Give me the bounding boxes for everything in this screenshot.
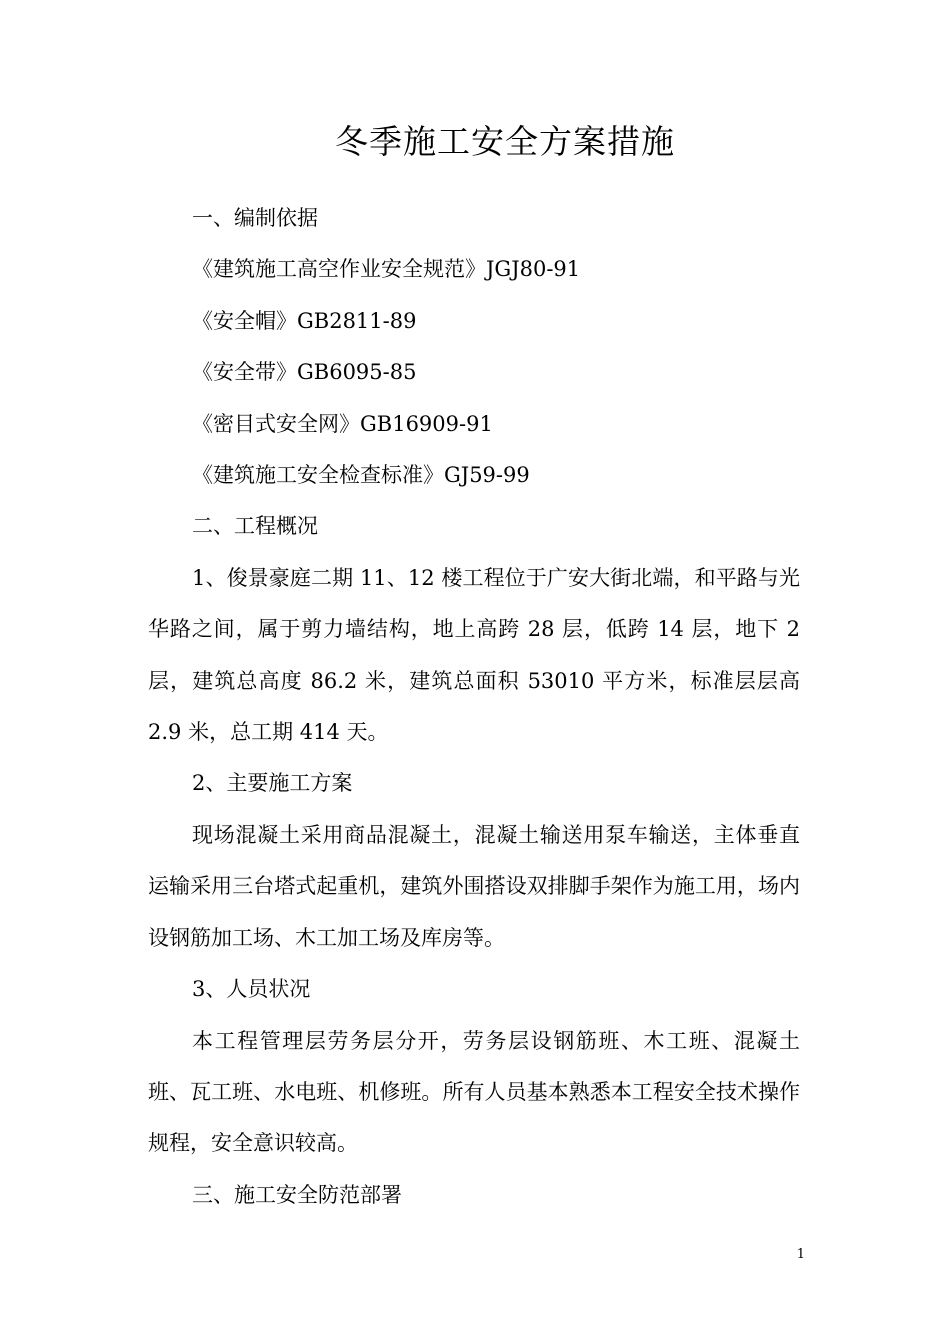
body-paragraph: 现场混凝土采用商品混凝土，混凝土输送用泵车输送，主体垂直运输采用三台塔式起重机，建筑外围搭设双排脚手架作为施工用，场内设钢筋加工场、木工加工场及库房等。 <box>148 822 800 950</box>
reference-item: 《建筑施工安全检查标准》GJ59-99 <box>192 463 530 488</box>
reference-item: 《安全帽》GB2811-89 <box>192 308 417 333</box>
document-body <box>148 193 800 1221</box>
subsection-heading: 2、主要施工方案 <box>192 771 353 796</box>
section-heading-safety: 三、施工安全防范部署 <box>192 1182 402 1207</box>
reference-item: 《密目式安全网》GB16909-91 <box>192 411 493 436</box>
body-paragraph: 本工程管理层劳务层分开，劳务层设钢筋班、木工班、混凝土班、瓦工班、水电班、机修班。所有人员基本熟悉本工程安全技术操作规程，安全意识较高。 <box>148 1028 800 1156</box>
reference-item: 《安全带》GB6095-85 <box>192 360 417 385</box>
reference-item: 《建筑施工高空作业安全规范》JGJ80-91 <box>192 257 581 282</box>
section-heading-basis: 一、编制依据 <box>192 206 318 230</box>
document-title: 冬季施工安全方案措施 <box>335 122 675 161</box>
section-heading-overview: 二、工程概况 <box>192 514 318 539</box>
body-paragraph: 1、俊景豪庭二期 11、12 楼工程位于广安大街北端，和平路与光华路之间，属于剪力墙结构，地上高跨 28 层，低跨 14 层，地下 2 层，建筑总高度 86.2 米，建筑总面积 53010 平方米，标准层层高 2.9 米，总工期 414 天。 <box>148 565 800 745</box>
page-number: 1 <box>796 1247 805 1262</box>
subsection-heading: 3、人员状况 <box>192 977 311 1002</box>
